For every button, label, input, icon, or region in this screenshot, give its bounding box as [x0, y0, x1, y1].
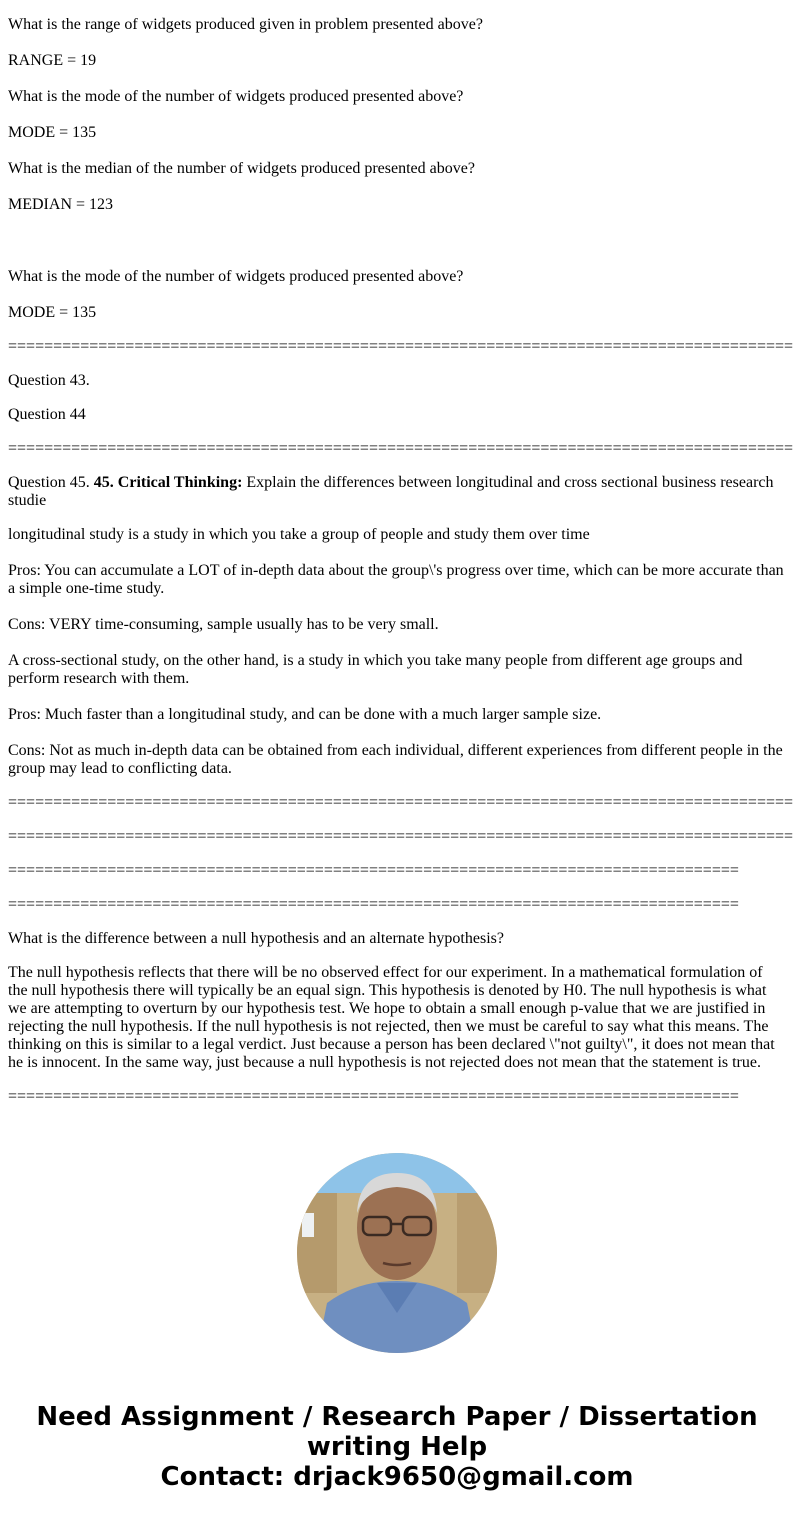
answer-null-hypothesis: The null hypothesis reflects that there will be no observed effect for our experiment. In a mathematical formulation of the null hypothesis there will typically be an equal sign. This hypothesis is denoted by H0. The null hypothesis is what we are attempting to overturn by our hypothesis test. We hope to obtain a small enough p-value that we are justified in rejecting the null hypothesis. If the null hypothesis is not rejected, then we must be careful to say what this means. The thinking on this is similar to a legal verdict. Just because a person has been declared \"not guilty\", it does not mean that he is innocent. In the same way, just because a null hypothesis is not rejected does not mean that the statement is true. — [8, 964, 775, 1071]
answer-median: MEDIAN = 123 — [8, 196, 114, 213]
avatar-portrait — [297, 1153, 497, 1353]
separator: ================================================================================= — [8, 1088, 739, 1105]
question-null-hypothesis: What is the difference between a null hypothesis and an alternate hypothesis? — [8, 930, 504, 947]
separator: ======================================================================================= — [8, 440, 794, 457]
separator: ======================================================================================= — [8, 794, 794, 811]
question-43: Question 43. — [8, 372, 90, 389]
question-45 — [8, 474, 784, 510]
separator: ======================================================================================= — [8, 828, 794, 845]
separator: ======================================================================================= — [8, 338, 794, 355]
separator: ================================================================================= — [8, 896, 739, 913]
question-mode: What is the mode of the number of widgets produced presented above? — [8, 88, 464, 105]
answer-mode: MODE = 135 — [8, 124, 97, 141]
cross-sectional-cons: Cons: Not as much in-depth data can be obtained from each individual, different experiences from different people in the group may lead to conflicting data. — [8, 742, 783, 777]
cross-sectional-pros: Pros: Much faster than a longitudinal study, and can be done with a much larger sample size. — [8, 706, 602, 723]
footer-line-2: writing Help — [306, 1432, 488, 1462]
footer-line-3: Contact: drjack9650@gmail.com — [160, 1462, 634, 1492]
question-range: What is the range of widgets produced given in problem presented above? — [8, 16, 483, 33]
footer-line-1: Need Assignment / Research Paper / Dissertation — [36, 1402, 758, 1432]
longitudinal-pros: Pros: You can accumulate a LOT of in-depth data about the group\'s progress over time, which can be more accurate than a simple one-time study. — [8, 562, 784, 597]
question-median: What is the median of the number of widgets produced presented above? — [8, 160, 475, 177]
question-45-bold: 45. Critical Thinking: — [93, 474, 243, 491]
separator: ================================================================================= — [8, 862, 739, 879]
cross-sectional-definition: A cross-sectional study, on the other hand, is a study in which you take many people from different age groups and perform research with them. — [8, 652, 743, 687]
answer-mode-repeat: MODE = 135 — [8, 304, 97, 321]
answer-range: RANGE = 19 — [8, 52, 97, 69]
longitudinal-cons: Cons: VERY time-consuming, sample usually has to be very small. — [8, 616, 439, 633]
footer-contact — [0, 1402, 794, 1492]
question-45-prefix: Question 45. — [8, 474, 94, 491]
question-mode-repeat: What is the mode of the number of widgets produced presented above? — [8, 268, 464, 285]
longitudinal-definition: longitudinal study is a study in which you take a group of people and study them over time — [8, 526, 590, 543]
question-45-text: Explain the differences between longitudinal and cross sectional business research studie — [8, 474, 774, 509]
question-44: Question 44 — [8, 406, 86, 423]
avatar — [297, 1153, 497, 1353]
